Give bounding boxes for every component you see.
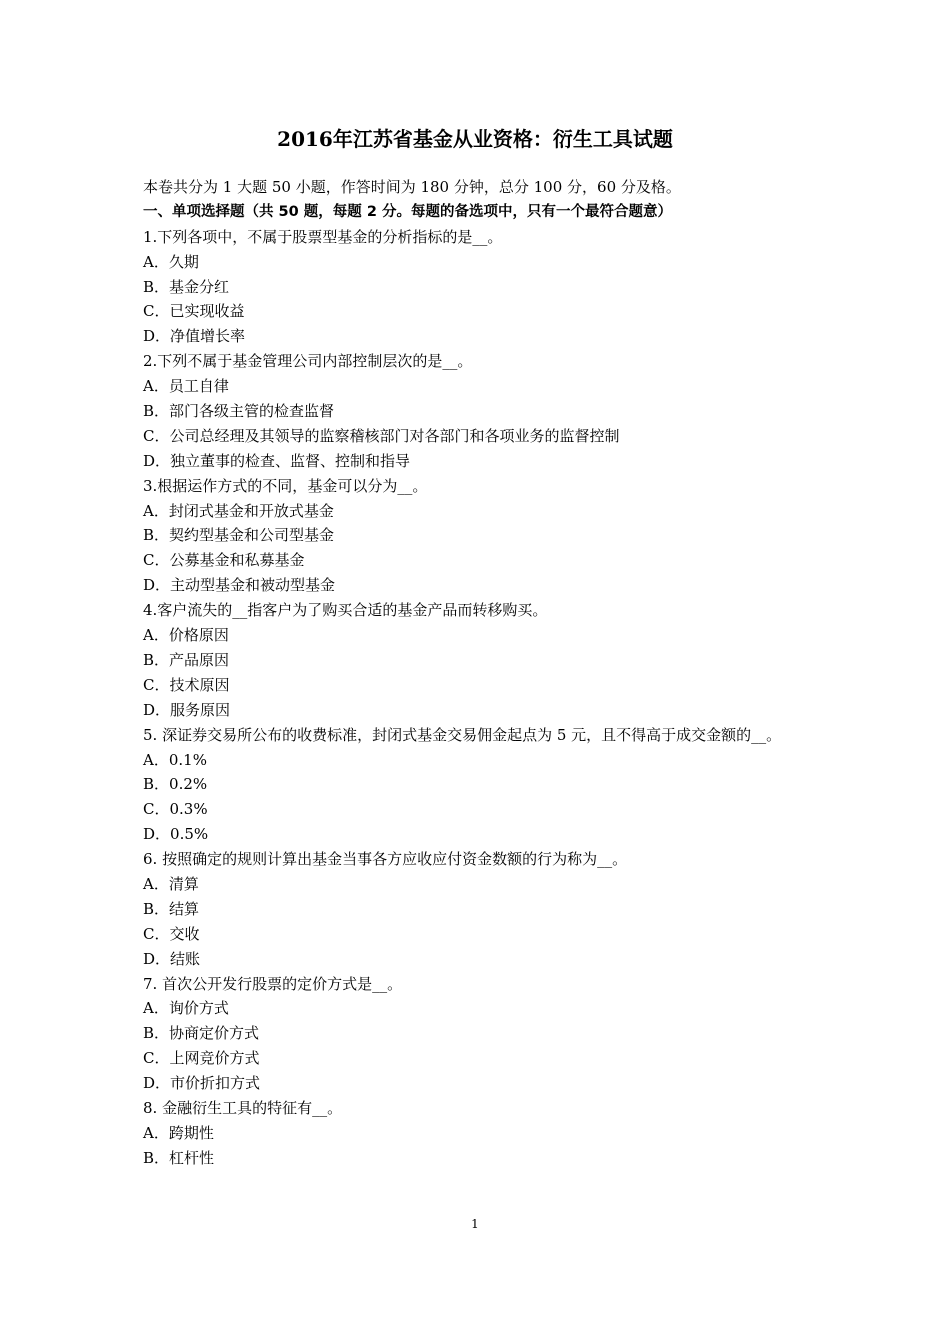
option-c: C．上网竞价方式 [143, 1049, 260, 1068]
option-a: A．清算 [143, 874, 199, 893]
question-2 [143, 349, 813, 473]
option-d: D．市价折扣方式 [143, 1074, 261, 1093]
option-b: B．基金分红 [143, 277, 230, 296]
option-c: C．交收 [143, 924, 200, 943]
option-b: B．杠杆性 [143, 1148, 215, 1167]
option-b: B．0.2% [143, 775, 208, 794]
question-8 [143, 1096, 813, 1171]
option-b: B．结算 [143, 899, 200, 918]
option-c: C．技术原因 [143, 675, 230, 694]
option-c: C．公司总经理及其领导的监察稽核部门对各部门和各项业务的监督控制 [143, 426, 620, 445]
option-c: C．已实现收益 [143, 302, 245, 321]
document-body [143, 175, 813, 1171]
question-4 [143, 598, 813, 722]
question-6 [143, 847, 813, 971]
document-title: 2016年江苏省基金从业资格：衍生工具试题 [277, 127, 673, 151]
question-5 [143, 723, 813, 847]
option-a: A．员工自律 [143, 377, 229, 396]
option-a: A．价格原因 [143, 626, 229, 645]
question-stem: 1.下列各项中，不属于股票型基金的分析指标的是__。 [143, 227, 503, 246]
option-a: A．封闭式基金和开放式基金 [143, 501, 334, 520]
option-a: A．跨期性 [143, 1123, 214, 1142]
question-stem: 6. 按照确定的规则计算出基金当事各方应收应付资金数额的行为称为__。 [143, 850, 628, 869]
question-stem: 4.客户流失的__指客户为了购买合适的基金产品而转移购买。 [143, 601, 548, 620]
section-heading: 一、单项选择题（共 50 题，每题 2 分。每题的备选项中，只有一个最符合题意） [143, 203, 672, 220]
option-a: A．0.1% [143, 750, 207, 769]
option-c: C．公募基金和私募基金 [143, 551, 305, 570]
question-stem: 8. 金融衍生工具的特征有__。 [143, 1098, 343, 1117]
question-stem: 2.下列不属于基金管理公司内部控制层次的是__。 [143, 352, 473, 371]
option-d: D．独立董事的检查、监督、控制和指导 [143, 451, 411, 470]
option-d: D．净值增长率 [143, 327, 246, 346]
option-b: B．部门各级主管的检查监督 [143, 402, 335, 421]
page-number: 1 [471, 1217, 479, 1231]
option-b: B．产品原因 [143, 650, 230, 669]
option-c: C．0.3% [143, 800, 208, 819]
question-stem: 3.根据运作方式的不同，基金可以分为__。 [143, 476, 428, 495]
question-1 [143, 225, 813, 349]
option-d: D．结账 [143, 949, 201, 968]
option-b: B．协商定价方式 [143, 1024, 260, 1043]
option-d: D．主动型基金和被动型基金 [143, 576, 336, 595]
option-a: A．久期 [143, 252, 199, 271]
question-stem: 7. 首次公开发行股票的定价方式是__。 [143, 974, 403, 993]
question-7 [143, 972, 813, 1096]
exam-intro: 本卷共分为 1 大题 50 小题，作答时间为 180 分钟，总分 100 分，60 分及格。 [143, 178, 681, 196]
option-b: B．契约型基金和公司型基金 [143, 526, 335, 545]
option-a: A．询价方式 [143, 999, 229, 1018]
option-d: D．服务原因 [143, 700, 231, 719]
option-d: D．0.5% [143, 825, 209, 844]
question-stem: 5. 深证券交易所公布的收费标准，封闭式基金交易佣金起点为 5 元，且不得高于成交金额的__。 [143, 725, 782, 744]
question-3 [143, 474, 813, 598]
